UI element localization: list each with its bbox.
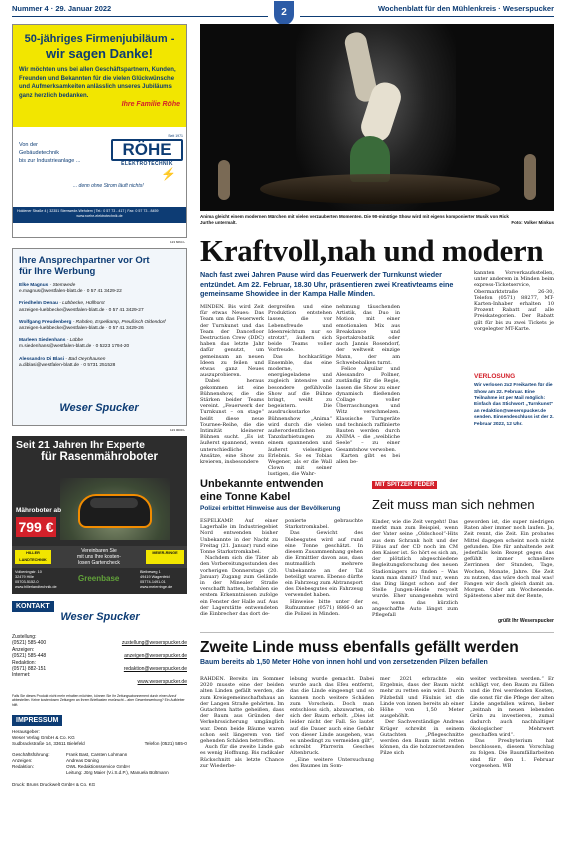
contact-person (19, 357, 180, 369)
staff-name: Frank Bast, Carsten Lohmann (66, 751, 128, 757)
column-label: MIT SPITZER FEDER (372, 481, 437, 489)
kontakt-title: KONTAKT (12, 601, 54, 612)
jubilee-headline-1: 50-jähriges Firmenjubiläum - (24, 33, 175, 45)
raffle-label: VERLOSUNG (474, 373, 516, 380)
cable-headline (200, 478, 360, 504)
contact-name: Marleen Siedenhans (19, 338, 66, 344)
jubilee-headline-2: wir sagen Danke! (46, 46, 153, 61)
paragraph: Das Gewicht des Diebesgutes wird auf rund eine Tonne geschätzt. In diesem Zusammenhang gehen die Ermittler davon aus, dass mutmaßlich mehrere Unbekannte an der Tat beteiligt waren. Ebenso dürfte ein Fahrzeug zum Abtransport des Diebesgutes ein Fahrzeug verwendet haben. (285, 530, 363, 599)
paragraph: lebung wurde gemacht. Dabei wurde auch das Efeu entfernt, das die Linde eingeengt und so kannen noch weitere Schäden zum Vorschein. Doch man entschloss sich, abzuwarten, ob sich der Baum erholt. „Dies ist leider nicht der Fall. So lautet auf die Dauer auch eine Gefahr von dieser Linde ausgehen, was es unbedingt zu vermeiden gilt“, schreibt Pfarrerin Gesches Altenbruck. (290, 676, 374, 757)
cable-story-col-2 (285, 518, 363, 617)
paragraph: weiter verbreiten werden.“ Er schlägt vor, den Baum zu fällen und die frei werdenden Kosten, die sonst für die Pflege der alten Linde angefallen wären, lieber „zeitnah in neuen lebenden Grün zu investieren, zumal dadurch auch nachhaltiger ökologischer Mehrwert geschaffen wird“. (470, 676, 554, 738)
dance-show-photo (200, 24, 554, 211)
jubilee-ad (12, 24, 187, 238)
paragraph: ponierte gebrauchte Starkstromkabel. (285, 518, 363, 531)
contact-person (19, 320, 180, 332)
roehe-claim (19, 141, 80, 165)
weserspucker-logo (51, 402, 147, 419)
paragraph: geworden ist, die super niedrigen Raten aber immer noch laufen. Ja, Zeit rennt, die Zeit. Ein probates Mittel dagegen scheint noch nicht gefunden. Die für anhaltende zeit jederfalls kein Rezept gegen das gefühlt immer schnellere Zerrinnen der Stunden, Tage, Wochen, Monate, Jahre. Die Zeit zu nutzen, das wäre doch mal was! Fangen wir doch gleich damit an. Morgen. Oder am Wochenende. Spätestens aber mit der Rente, (464, 519, 554, 600)
contact-area: - Stemwede (48, 283, 76, 288)
paragraph: ESPELKAMP. Auf einer Lagerhalle im Industriegebiet Nord entwenden bisher Unbekannte in der Nacht zu Freitag (21. Januar) rund eine Tonne Starkstromkabel. (200, 518, 278, 556)
kontakt-row (12, 660, 187, 673)
jubilee-thanks: Ihre Familie Röhe (121, 101, 180, 108)
impressum-print: Druck: Bruns Druckwelt GmbH & Co. KG (12, 782, 96, 788)
linde-story-col-1 (200, 676, 284, 769)
staff-role: Geschäftsführung: (12, 751, 50, 757)
ad-footnote: 123 6064 L (170, 240, 186, 244)
contact-details: anzeigen-luebbecke@westfalen-blatt.de · 0 57 41 3429-27 (19, 307, 144, 313)
robot-mower-image (60, 478, 170, 540)
kontakt-list (12, 634, 187, 685)
contact-details: e.magnus@westfalen-blatt.de · 0 57 41 3429-22 (19, 289, 122, 295)
roehe-since: Seit 1971 (168, 134, 183, 138)
roehe-address: Holdener Straße 4 | 32351 Stemwede-Wehdem | Tel.: 0 57 73 - 417 | Fax: 0 57 73 - 8459 (17, 209, 159, 213)
raffle-box (474, 374, 554, 474)
paragraph: Felice Aguilar und Alessandro Pollner, zuständig für die Regie, lassen die Show zu einer dynamisch fließenden Collage voller Überraschungen und Witz verschmelzen. Klassische Turngeräte und technisch raffinierte Bauten werden durch ANIMA – die „weibliche Seele“ – zu einer Gesamtshow verwoben. (336, 366, 400, 453)
kontakt-link[interactable]: redaktion@weserspucker.de (123, 666, 187, 673)
contact-person (19, 338, 180, 350)
column-signature: grüßt Ihr Weserspucker (497, 618, 554, 624)
contact-person (19, 301, 180, 313)
roehe-address-bar (13, 207, 186, 223)
kontakt-label: Redaktion: (12, 659, 36, 666)
cable-deck: Polizei erbittet Hinweise aus der Bevölkerung (200, 505, 341, 512)
kontakt-label: Zustellung: (12, 634, 37, 640)
jubilee-body: Wir möchten uns bei allen Geschäftspartnern, Kunden, Freunden und Bekannten für die vielen Glückwünsche und Aufmerksamkeiten anlässlich unseres Jubiläums ganz herzlich bedanken. (19, 67, 176, 99)
cable-story-col-1 (200, 518, 278, 617)
column-label-wrap (372, 481, 437, 489)
robot-price-tag: 799 € (16, 517, 56, 537)
contact-title-2: für Ihre Werbung (19, 266, 96, 277)
weserspucker-logo-text: Weser Spucker (59, 402, 139, 414)
robot-center-line-3: losen Gartencheck (78, 560, 120, 566)
impressum-phone: Telefon (0521) 585-0 (144, 741, 187, 747)
kontakt-phone: (0521) 585-400 (12, 640, 47, 647)
robot-dealer-strip (12, 546, 187, 568)
contact-area: - Bad Oeynhausen (64, 356, 106, 362)
paragraph: nehmung täuschenden Artistik, das Duo in Motion mit einer emotionalen Mix aus Breakdance und Sportakrobatik oder auch Jannis Rosendorf, der weltweit einzige Mann, der am Schwebebalken turnt. (336, 304, 400, 366)
cable-headline-2: eine Tonne Kabel (200, 491, 291, 503)
contact-area: - Lübbecke, Hüllhorst (57, 301, 105, 307)
cable-headline-1: Unbekannte entwenden (200, 478, 324, 490)
paragraph: MINDEN. Bis wird Zeit für etwas Neues: Das Team um das Feuerwerk der Turnkunst und das Team der Dancefloor Destruction Crew (DDC) haben das letzte Jahr dafür genutzt, um gemeinsam an neuen Ideen zu feilen und etwas ganz Neues auszuprobieren. (200, 304, 264, 379)
paragraph: Das Presbyterium hat beschlossen, diesem Vorschlag zu folgen. Die Baumfällarbeiten sind für den 1. Februar vorgesehen. WB (470, 738, 554, 769)
raffle-text: Wir verlosen 2x2 Freikarten für die Show am 22. Februar. Eine Teilnahme ist per Mail möglich: Einfach das Stichwort „Turnkunst“ an redaktion@weserspucker.de senden. Einsendeschluss ist der 2. Februar 2022, 12 Uhr. (474, 383, 554, 427)
staff-name: Leitung: Jörg Maier (V.i.S.d.P.), Manuela Bültmann (66, 770, 169, 776)
staff-name: Andreas Düning (66, 757, 99, 763)
impressum-publisher-label: Herausgeber: (12, 729, 40, 734)
kontakt-phone: (0571) 882-151 (12, 666, 47, 673)
greenbase-logo: Greenbase (78, 574, 120, 583)
ad-footnote-2: 123 0000 L (170, 428, 186, 432)
paragraph: dergreifen und eine Produktion entstehen lassen, die vor Lebensfreude und Ideenreichtum nur so strotzt“, äußern sich beide Teams voller Vorfreude. (268, 304, 332, 354)
impressum-body (12, 729, 187, 789)
roehe-claim-line-2: Gebäudetechnik (19, 150, 60, 156)
contact-area: - Rahden, Espelkamp, Preußisch Oldendorf (71, 319, 166, 325)
contact-details: anzeigen-luebbecke@westfalen-blatt.de · 0 57 41 3429-26 (19, 326, 144, 332)
kontakt-logo (40, 611, 160, 627)
linde-story-col-2 (290, 676, 374, 769)
robot-address-right: Bleibeweg 1 49419 Wagenfeld 05774-1491-01 www.meierringe.de (140, 570, 173, 589)
impressum-header (12, 715, 62, 726)
paragraph: Karten gibt es bei allen be- (336, 452, 400, 466)
paragraph: Nachdem sich die Täter ab den Vorbereitungsstunden des vorherigen Donnerstags (20. Januar) Zugang zum Gelände in der Minealer Straße verschafft hatten, befahlen sie erstem Erkenntnissen zufolge ein Fenster der Halle auf. Aus der Lagerstätte entwendeten die Einbrecher das dort de- (200, 555, 278, 618)
kontakt-row (12, 634, 187, 647)
paragraph: Auch für die zweite Linde gab es wenig Hoffnung. Bis radikaler Rückschnitt als letzte Chance zur Wiederbe- (200, 744, 284, 769)
robot-center-line-2: mit uns Ihre kosten- (77, 554, 121, 560)
paragraph: Dabei heraus gekommen ist eine Bühnenshow, die die Stärken beider Teams vereint. „Feuerwerk der Turnkunst – on stage“ heißt diese neue Tournee-Reihe, die die Intimität kleinerer Bühnen sucht. „Es ist äußerst spannend, wenn unterschiedliche Ansätze, eine Show zu kreieren, insbesondere (200, 378, 264, 466)
impressum-staff (12, 752, 187, 777)
contact-name: Friedhelm Denau (19, 301, 58, 307)
jubilee-banner (13, 25, 186, 127)
photo-credit: Foto: Volker Minkus (511, 220, 554, 225)
contact-person (19, 283, 180, 295)
contact-area: - Lübbe (65, 338, 83, 344)
paragraph: Kinder, wie die Zeit vergeht! Das merkt man zum Beispiel, wenn der Vater seine „Oldschool“-Hits aus dem Schrank holt und der Filius auf der CD noch im CM den Kaiser ist. So hört es sich an, der plötzlich abgeschiedene Begleitungsforschung des neuen Stadioniagers zu finden – Was kann man damit? Und nur, wenn das Ding längst schon auf der Stelle Jungen-Heide recycelt wurde. Eher unangenehm wird es, wenn das kürzlich angeschaffte Auto längst zum Pflegefall (372, 519, 458, 619)
main-deck: Nach fast zwei Jahren Pause wird das Feuerwerk der Turnkunst wieder entzündet. Am 22. Februar, 18.30 Uhr, präsentieren zwei Kreativteams eine gemeinsame Showidee in der Kampa Halle Minden. (200, 270, 454, 298)
linde-deck: Baum bereits ab 1,50 Meter Höhe von innen hohl und von zersetzenden Pilzen befallen (200, 659, 488, 666)
impressum-title: IMPRESSUM (12, 715, 62, 726)
kontakt-note: Falls Sie dieses Produkt nicht mehr erhalten möchten, können Sie Ihr Zeitungsabonnement durch einen Anruf abbestellen. Keine kostenlosen Zeitungen an Ihrem Briefkasten erwünscht – aber Gewerbewerbung? Ein Aufkleber hilft. (12, 694, 185, 707)
roehe-claim-line-3: bis zur Industrieanlage ... (19, 158, 81, 164)
photo-caption: Anima gleicht einem modernen Märchen mit vielen verzauberten Momenten. Die 90-minütige Show wird mit eigens komponierter Musik von Rick Jurthe untermalt. (200, 214, 509, 225)
paragraph: RAHDEN. Bereits im Sommer 2020 musste eine der beiden alten Linden gefällt werden, die zum Kreisgemeinschaftshaus an der Langen Straße gehörten. Im Gutachten hatte geheißen, dass der Baum aus Gründen der Verkehrssicherung umgänglich war. Denn beide Bäume waren schon seit längerem von tief gehenden Schäden betroffen. (200, 676, 284, 745)
main-story-col-4 (474, 270, 554, 332)
roehe-logo-sub: ELEKTROTECHNIK (121, 161, 173, 168)
contact-list (19, 283, 180, 369)
staff-name: OWL Redaktionsservice GmbH (66, 764, 130, 770)
robot-mower-ad (12, 436, 187, 594)
meier-ringe-logo: MEIER-RINGE (146, 550, 184, 564)
kontakt-logo-text: Weser Spucker (60, 611, 140, 623)
paragraph: Der Sachverständige Andreas Krüger schreibt in seinem Gutachten „Pflegeschnitte werden den Baum nicht retten können, da die holzzersetzenden Pilze sich (380, 719, 464, 757)
lightning-icon: ⚡ (161, 167, 176, 181)
page-number-badge: 2 (274, 1, 294, 25)
linde-story-col-3 (380, 676, 464, 757)
contact-ad (12, 248, 187, 426)
roehe-web: www.roehe-elektrotechnik.de (76, 214, 123, 218)
robot-headline-1: Seit 21 Jahren Ihr Experte (16, 439, 145, 451)
column-headline: Zeit muss man sich nehmen (372, 497, 535, 512)
kontakt-link[interactable]: zustellung@weserspucker.de (121, 640, 187, 647)
roehe-claim-line-1: Von der (19, 142, 38, 148)
roehe-logo-name: RÖHE (111, 139, 183, 161)
paragraph: mer 2021 erbrachte ein Ergebnis, dass der Baum nicht mehr zu retten sein wird. Durch Pilzbefall und Fäulnis ist die Linde von innen bereits ab einer Höhe von 1,50 Meter ausgehöhlt. (380, 676, 464, 720)
paragraph: Das hochkarätige Ensemble, das eine moderne, energiegeladene und zugleich intensive und besondere gefühlvolle Show auf die Bühne bringt, weißt zu begeistern. Die ausdrucksstarke Bühnenshow „Anima“ wird durch die vielen außerordentlichen Tanzdarbietungen zu einem spannenden und äußerst vielseitigen Erlebnis. So es Tobias Wegener, als er die Wall Clown mit seiner lustigen, die Wahr- (268, 353, 332, 478)
main-story-col-3 (336, 304, 400, 465)
impressum-publisher: Weser Verlag GmbH & Co. KG (12, 735, 75, 741)
contact-details: a.diblasi@westfalen-blatt.de · 0 5731 251528 (19, 362, 116, 368)
main-story-col-1 (200, 304, 264, 465)
contact-name: Wolfgang Freudenberg (19, 319, 72, 325)
staff-role: Anzeigen: (12, 757, 33, 763)
kontakt-label: Anzeigen: (12, 646, 35, 653)
robot-address-left: Volkeningstr. 10 32479 Hille 05703-5152-0 www.hillerlandtechnik.de (15, 570, 57, 589)
linde-story-col-4 (470, 676, 554, 769)
kontakt-link[interactable]: www.weserspucker.de (137, 678, 187, 685)
roehe-logo (111, 133, 183, 167)
robot-price-label: Mähroboter ab (16, 507, 62, 514)
contact-name: Alessandro Di Blasi (19, 356, 65, 362)
kontakt-row (12, 647, 187, 660)
staff-role: Redaktion: (12, 764, 34, 770)
linde-headline: Zweite Linde muss ebenfalls gefällt werden (200, 639, 519, 656)
impressum-address: Sudbrackstraße 14, 33611 Bielefeld (12, 741, 85, 747)
contact-name: Elke Magnus (19, 283, 49, 288)
hiller-logo: HILLER LANDTECHNIK (15, 550, 51, 564)
contact-details: m.siedenhans@westfalen-blatt.de · 0 5223 1794-20 (19, 344, 130, 350)
robot-center-text (58, 548, 140, 566)
main-story-col-2 (268, 304, 332, 478)
impressum-staff-row (12, 770, 187, 776)
paragraph: Hinweise bitte unter der Rufnummer (0571) 8866-0 an die Polizei in Minden. (285, 598, 363, 618)
publication-name: Wochenblatt für den Mühlenkreis · Weserspucker (377, 4, 554, 13)
paragraph: „Eine weitere Untersuchung des Baumes im Som- (290, 756, 374, 769)
kontakt-link[interactable]: anzeigen@weserspucker.de (124, 653, 187, 660)
column-col-1 (372, 519, 458, 618)
paragraph: kannten Vorverkaufsstellen, unter anderem in Minden beim express-Ticketservice, Obermarktstraße 26-30, Telefon (0571) 88277, MT-Karten-Inhaber erhalten 10 Prozent Rabatt auf alle Preiskategorien. Der Rabatt gilt für bis zu zwei Tickets je vorgelegter MT-Karte. (474, 270, 554, 332)
robot-headline-2: für Rasenmähroboter (41, 451, 158, 463)
contact-title-1: Ihre Ansprechpartner vor Ort (19, 255, 150, 266)
kontakt-label: Internet: (12, 672, 31, 679)
robot-center-line-1: Vereinbaren Sie (81, 548, 117, 554)
column-col-2 (464, 519, 554, 600)
issue-info: Nummer 4 · 29. Januar 2022 (12, 4, 112, 13)
roehe-tagline: ... denn ohne Strom läuft nichts! (73, 183, 144, 189)
staff-role (12, 770, 66, 776)
kontakt-row (12, 672, 187, 685)
kontakt-phone: (0521) 585-448 (12, 653, 47, 660)
main-headline: Kraftvoll,nah und modern (200, 233, 544, 268)
